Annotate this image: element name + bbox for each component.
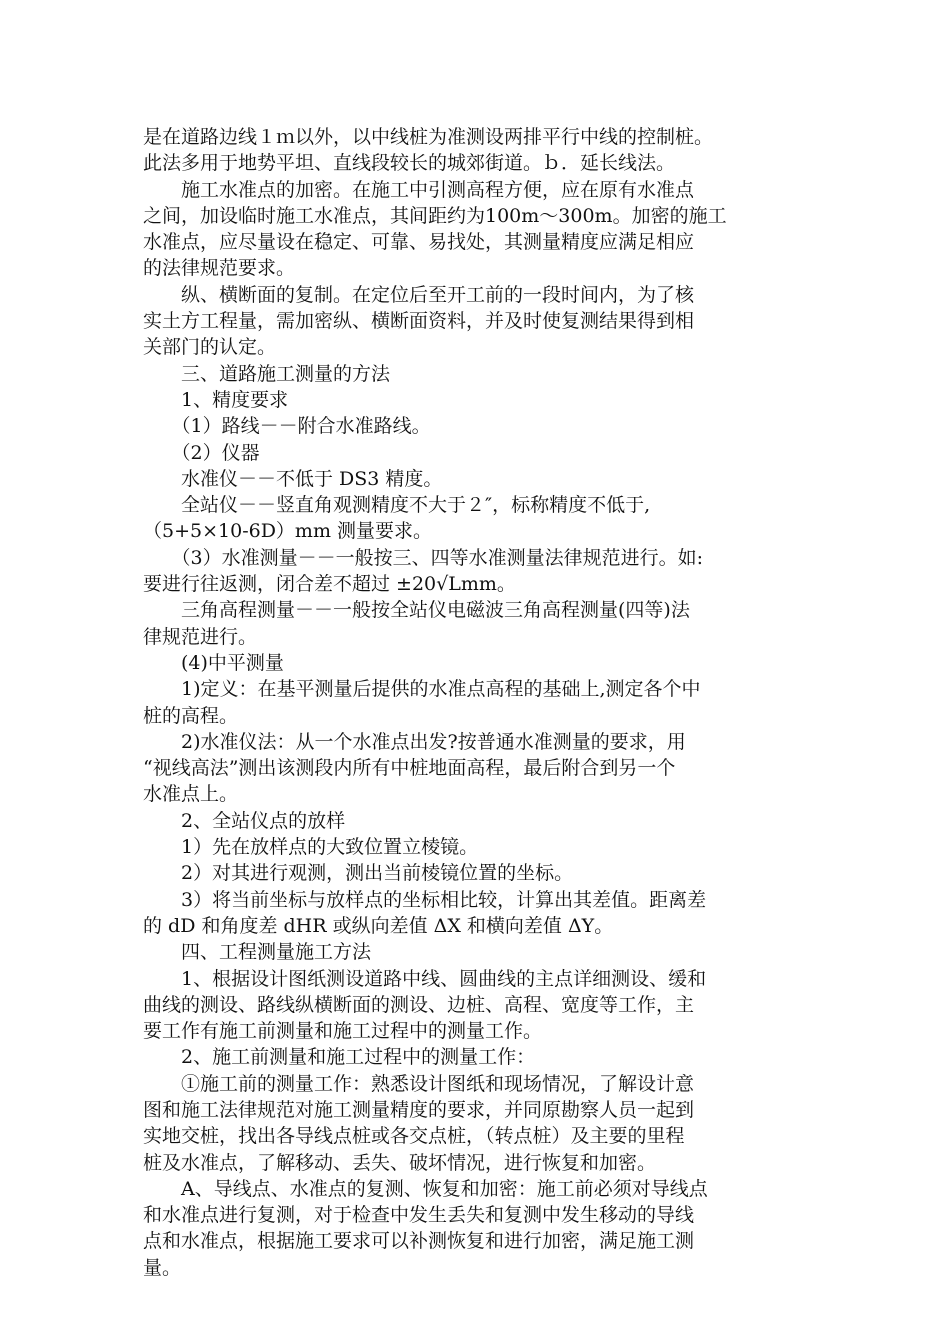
text-line: 桩及水准点，了解移动、丢失、破坏情况，进行恢复和加密。 — [143, 1151, 657, 1174]
subsection-heading: (4)中平测量 — [143, 651, 284, 674]
text-line: 点和水准点，根据施工要求可以补测恢复和进行加密，满足施工测 — [143, 1230, 695, 1253]
text-line: 图和施工法律规范对施工测量精度的要求，并同原勘察人员一起到 — [143, 1098, 695, 1121]
text-line: 的 dD 和角度差 dHR 或纵向差值 ΔX 和横向差值 ΔY。 — [143, 914, 614, 937]
text-line: 2）对其进行观测，测出当前棱镜位置的坐标。 — [143, 862, 574, 885]
text-line: 的法律规范要求。 — [143, 257, 296, 280]
text-line: 律规范进行。 — [143, 625, 258, 648]
text-line: ①施工前的测量工作：熟悉设计图纸和现场情况，了解设计意 — [143, 1072, 695, 1095]
text-line: 水准仪－－不低于 DS3 精度。 — [143, 467, 443, 490]
text-line: （5+5×10-6D）mm 测量要求。 — [143, 520, 433, 543]
text-line: （3）水准测量－－一般按三、四等水准测量法律规范进行。如: — [143, 546, 703, 569]
text-line: 水准点，应尽量设在稳定、可靠、易找处，其测量精度应满足相应 — [143, 231, 695, 254]
section-heading: 三、道路施工测量的方法 — [143, 362, 391, 385]
text-line: 1）先在放样点的大致位置立棱镜。 — [143, 836, 479, 859]
text-line: 纵、横断面的复制。在定位后至开工前的一段时间内，为了核 — [143, 283, 695, 306]
text-line: 曲线的测设、路线纵横断面的测设、边桩、高程、宽度等工作，主 — [143, 993, 695, 1016]
text-line: 1、根据设计图纸测设道路中线、圆曲线的主点详细测设、缓和 — [143, 967, 707, 990]
text-line: 量。 — [143, 1256, 182, 1279]
text-line: 2)水准仪法：从一个水准点出发?按普通水准测量的要求，用 — [143, 730, 686, 753]
text-line: 此法多用于地势平坦、直线段较长的城郊街道。ｂ．延长线法。 — [143, 152, 676, 175]
text-line: 全站仪－－竖直角观测精度不大于２″，标称精度不低于, — [143, 494, 651, 517]
section-heading: 四、工程测量施工方法 — [143, 941, 372, 964]
text-line: 3）将当前坐标与放样点的坐标相比较，计算出其差值。距离差 — [143, 888, 707, 911]
text-line: A、导线点、水准点的复测、恢复和加密：施工前必须对导线点 — [143, 1177, 708, 1200]
text-line: 桩的高程。 — [143, 704, 239, 727]
text-line: 1)定义：在基平测量后提供的水准点高程的基础上,测定各个中 — [143, 678, 701, 701]
text-line: 要工作有施工前测量和施工过程中的测量工作。 — [143, 1020, 543, 1043]
text-line: 是在道路边线１ｍ以外，以中线桩为准测设两排平行中线的控制桩。 — [143, 126, 714, 148]
text-line: 实地交桩，找出各导线点桩或各交点桩，（转点桩）及主要的里程 — [143, 1125, 685, 1148]
subsection-heading: 2、全站仪点的放样 — [143, 809, 346, 832]
text-line: 三角高程测量－－一般按全站仪电磁波三角高程测量(四等)法 — [143, 599, 690, 622]
subsection-heading: 1、精度要求 — [143, 388, 289, 411]
subsection-heading: 2、施工前测量和施工过程中的测量工作： — [143, 1046, 536, 1069]
text-line: 水准点上。 — [143, 783, 239, 806]
text-line: （2）仪器 — [143, 441, 260, 464]
text-line: “视线高法”测出该测段内所有中桩地面高程，最后附合到另一个 — [143, 757, 676, 780]
text-line: 和水准点进行复测，对于检查中发生丢失和复测中发生移动的导线 — [143, 1204, 695, 1227]
text-line: 施工水准点的加密。在施工中引测高程方便，应在原有水准点 — [143, 178, 695, 201]
text-line: （1）路线－－附合水准路线。 — [143, 415, 431, 438]
text-line: 关部门的认定。 — [143, 336, 277, 359]
text-line: 要进行往返测，闭合差不超过 ±20√Lmm。 — [143, 573, 516, 596]
text-line: 之间，加设临时施工水准点，其间距约为100m～300m。加密的施工 — [143, 204, 727, 227]
text-line: 实土方工程量，需加密纵、横断面资料，并及时使复测结果得到相 — [143, 310, 695, 333]
document-body — [143, 124, 808, 1281]
